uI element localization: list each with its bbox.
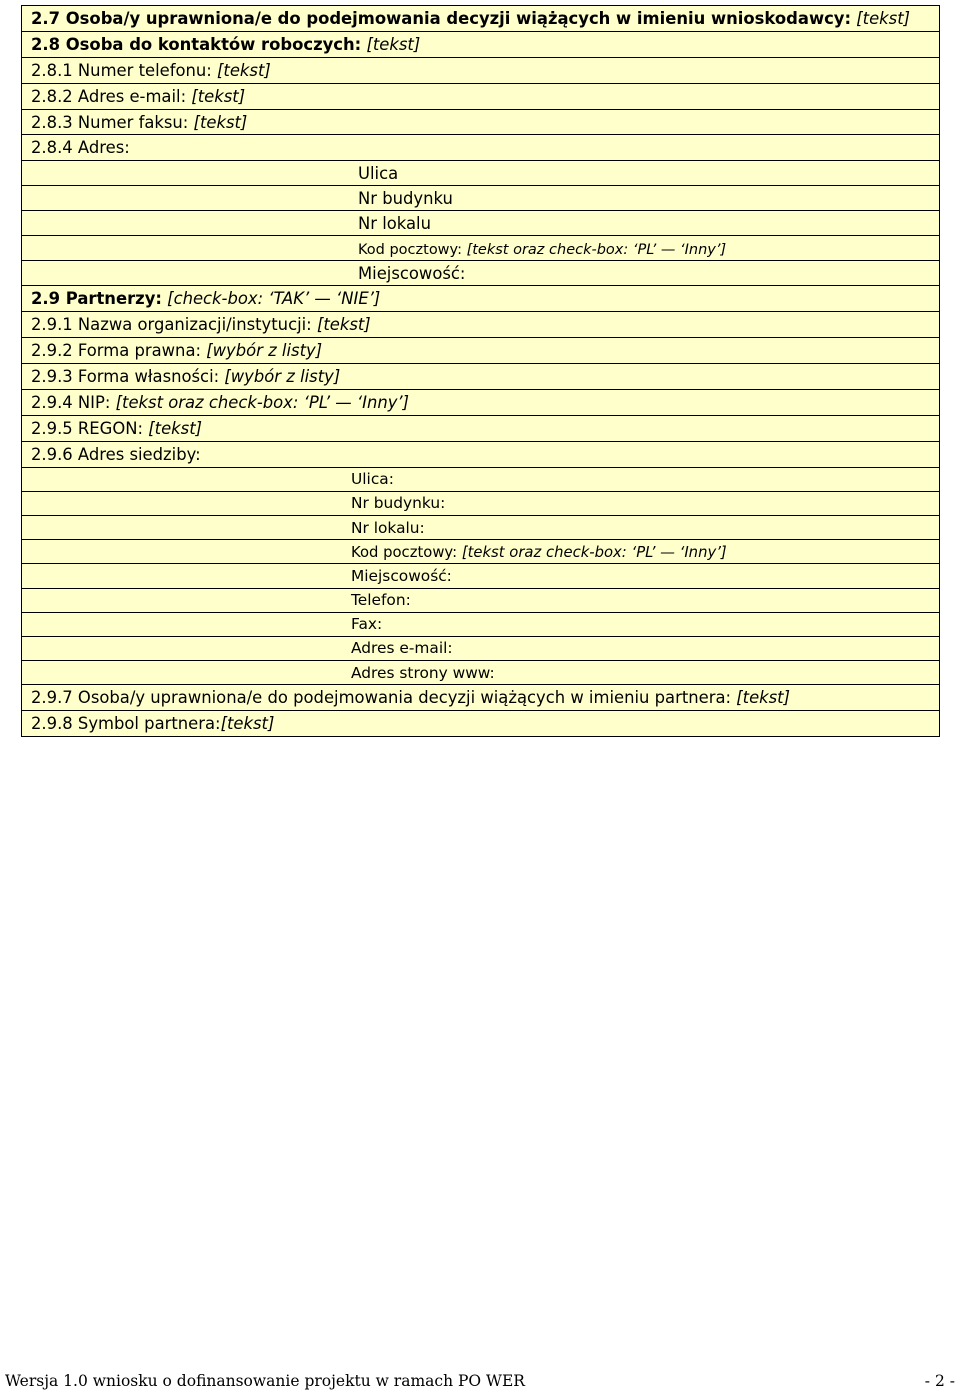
field-label: 2.8 Osoba do kontaktów roboczych: [31, 34, 362, 54]
field-label: 2.9.2 Forma prawna: [31, 341, 202, 361]
hq-fax-label: Fax: [351, 615, 383, 634]
row-hq-nr-lokalu [22, 515, 940, 539]
field-label: 2.8.3 Numer faksu: [31, 112, 189, 132]
field-label: 2.8.2 Adres e-mail: [31, 86, 187, 106]
row-2-9-8 [22, 711, 940, 737]
field-type: [tekst] [148, 418, 203, 438]
row-hq-telefon [22, 588, 940, 612]
row-address-ulica [22, 161, 940, 186]
field-type: [tekst] [856, 8, 911, 28]
field-label: 2.8.4 Adres: [31, 138, 130, 158]
hq-phone-label: Telefon: [351, 591, 411, 610]
field-type: [tekst oraz check-box: ‘PL’ — ‘Inny’] [115, 392, 410, 412]
hq-unit-label: Nr lokalu: [351, 518, 425, 537]
field-label: 2.9.7 Osoba/y uprawniona/e do podejmowania decyzji wiążących w imieniu partnera: [31, 688, 732, 708]
row-hq-nr-budynku [22, 491, 940, 515]
field-label: 2.7 Osoba/y uprawniona/e do podejmowania decyzji wiążących w imieniu wnioskodawcy: [31, 8, 852, 28]
field-type: [tekst oraz check-box: ‘PL’ — ‘Inny’] [466, 241, 727, 258]
hq-street-label: Ulica: [351, 470, 394, 489]
row-address-kod [22, 236, 940, 261]
row-2-9-3 [22, 364, 940, 390]
field-type: [tekst] [366, 34, 421, 54]
address-unit-label: Nr lokalu [358, 213, 431, 233]
row-hq-fax [22, 612, 940, 636]
row-address-nr-lokalu [22, 211, 940, 236]
hq-email-label: Adres e-mail: [351, 639, 453, 658]
field-label: 2.9.6 Adres siedziby: [31, 444, 201, 464]
hq-postcode-label: Kod pocztowy: [351, 543, 458, 561]
row-hq-email [22, 636, 940, 660]
field-type: [tekst] [193, 112, 248, 132]
field-label: 2.9.8 Symbol partnera: [31, 714, 221, 734]
field-type: [wybór z listy] [206, 341, 323, 361]
field-label: 2.9.1 Nazwa organizacji/instytucji: [31, 315, 312, 335]
row-2-8 [22, 31, 940, 57]
field-type: [tekst oraz check-box: ‘PL’ — ‘Inny’] [461, 543, 727, 561]
application-form-table [21, 5, 940, 737]
hq-www-label: Adres strony www: [351, 663, 495, 682]
address-postcode-label: Kod pocztowy: [358, 241, 462, 258]
address-street-label: Ulica [358, 163, 399, 183]
page-number: - 2 - [924, 1372, 955, 1390]
row-2-9-2 [22, 338, 940, 364]
field-type: [tekst] [191, 86, 246, 106]
address-building-label: Nr budynku [358, 188, 453, 208]
footer-version-text: Wersja 1.0 wniosku o dofinansowanie projektu w ramach PO WER [5, 1372, 525, 1390]
page-footer [5, 1372, 955, 1392]
row-hq-miejscowosc [22, 564, 940, 588]
row-2-9-6 [22, 441, 940, 467]
hq-city-label: Miejscowość: [351, 566, 452, 585]
row-2-9-7 [22, 685, 940, 711]
field-type: [tekst] [220, 714, 275, 734]
row-2-8-3 [22, 109, 940, 135]
row-2-8-2 [22, 83, 940, 109]
row-2-9 [22, 286, 940, 312]
row-address-nr-budynku [22, 186, 940, 211]
row-2-9-1 [22, 312, 940, 338]
field-type: [check-box: ‘TAK’ — ‘NIE’] [167, 289, 381, 309]
field-type: [wybór z listy] [224, 366, 341, 386]
address-city-label: Miejscowość: [358, 263, 466, 283]
row-2-9-5 [22, 415, 940, 441]
field-label: 2.9.5 REGON: [31, 418, 144, 438]
field-type: [tekst] [217, 60, 271, 80]
row-2-9-4 [22, 389, 940, 415]
row-2-8-4 [22, 135, 940, 161]
row-address-miejscowosc [22, 261, 940, 286]
field-label: 2.9 Partnerzy: [31, 289, 162, 309]
row-hq-www [22, 661, 940, 685]
row-hq-kod [22, 540, 940, 564]
field-label: 2.9.4 NIP: [31, 392, 111, 412]
field-label: 2.9.3 Forma własności: [31, 366, 220, 386]
row-hq-ulica [22, 467, 940, 491]
row-2-8-1 [22, 57, 940, 83]
field-label: 2.8.1 Numer telefonu: [31, 60, 212, 80]
field-type: [tekst] [316, 315, 371, 335]
hq-building-label: Nr budynku: [351, 494, 446, 513]
row-2-7 [22, 6, 940, 32]
field-type: [tekst] [736, 688, 791, 708]
